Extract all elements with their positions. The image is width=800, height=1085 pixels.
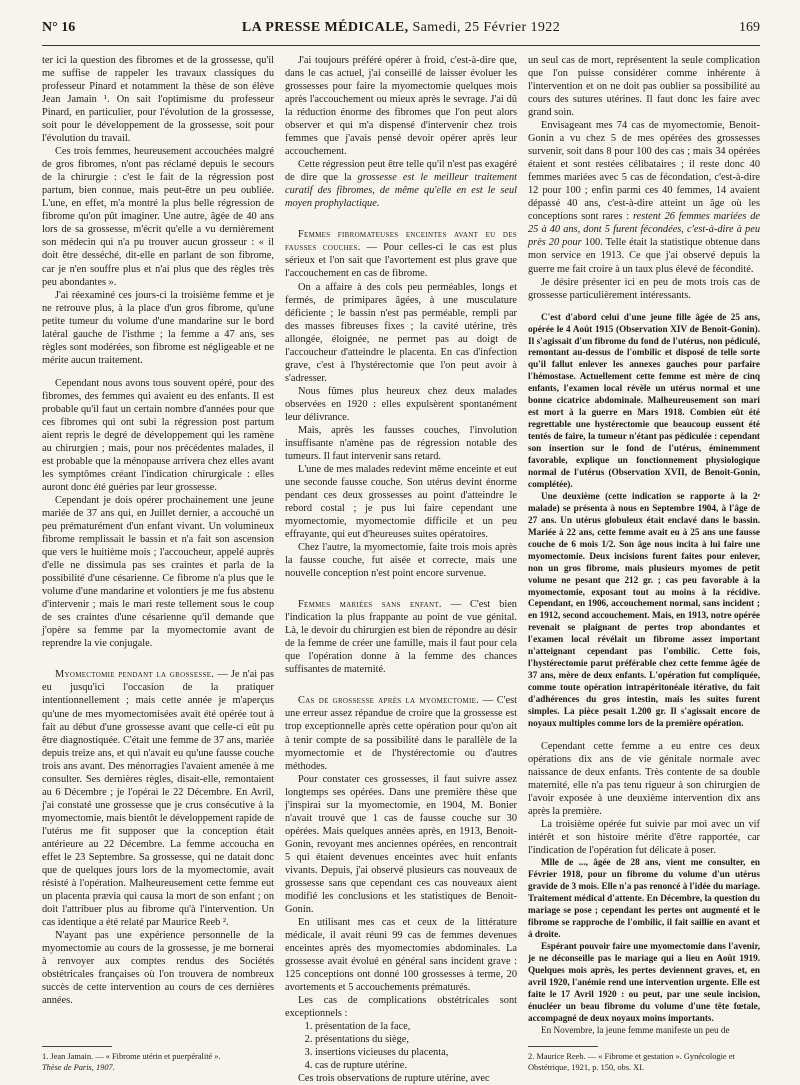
section-text: — C'est une erreur assez répandue de croire que la grossesse est trop exceptionnelle après cette opération pour qu'on ait à tenir compte de sa possibilité dans le parallèle de la myomectomie et de l'hystérectomie ou d'autres méthodes.: [285, 695, 517, 772]
page-header: [42, 20, 760, 44]
paragraph: Cependant nous avons tous souvent opéré, pour des fibromes, des femmes qui avaient eu des enfants. Il est probable qu'il faut un certain nombre d'années pour que ces fibromes qui ont subi la régression post partum aient repris le degré de développement qui les ramène au chirurgien ; mais, pour nos précédentes malades, il est probable que la ménopause arrivera chez elles avant les symptômes créant l'indication chirurgicale : elles auront donc été guéries par leur grossesse.: [42, 377, 274, 493]
section-paragraph: [285, 228, 517, 280]
paragraph: Je désire présenter ici en peu de mots trois cas de grossesse particulièrement intéressants.: [528, 276, 760, 301]
italic-text: grossesse est le meilleur traitement curatif des fibromes, de même qu'elle en est le seul moyen prophylactique.: [285, 172, 517, 210]
text-run: Envisageant mes 74 cas de myomectomie, Benoit-Gonin a vu chez 5 de mes opérées des grossesses survenir, soit dans 8 pour 100 des cas ; mais 34 opérées étaient et sont restées célibataires ; il reste donc 40 femmes mariées avec 5 cas de fécondation, c'est-à-dire 12 pour 100 ; enfin parmi ces 40 femmes, 14 avaient dépassé 40 ans, c'est-à-dire atteint un âge où les conceptions sont rares :: [528, 120, 760, 223]
section-text: — Pour celles-ci le cas est plus sérieux et l'on sait que l'avortement est plus grave que l'accouchement en cas de fibrome.: [285, 242, 517, 280]
paragraph: Pour constater ces grossesses, il faut suivre assez longtemps ses opérées. Dans une première thèse que j'inspirai sur la myomectomie, en 1904, M. Bonier n'avait trouvé que 1 cas de fausse couche sur 30 opérées. Mais quelques années après, en 1913, Benoit-Gonin, revoyant mes anciennes opérées, en rencontrait 5 qui étaient devenues enceintes avec huit enfants vivants. Depuis, j'ai observé plusieurs cas nouveaux de grossesse sans que cependant ces cas nouveaux aient modifié les conclusions et les statistiques de Benoit-Gonin.: [285, 773, 517, 915]
paragraph: [528, 119, 760, 275]
journal-name: LA PRESSE MÉDICALE,: [241, 20, 409, 35]
list-item: 2. présentations du siège,: [315, 1033, 517, 1046]
column-2: [285, 54, 517, 1085]
italic-text: restent 26 femmes mariées de 25 à 40 ans, dont 5 furent fécondées, c'est-à-dire à peu près 20 pour: [528, 211, 760, 249]
paragraph: un seul cas de mort, représentent la seule complication que l'on puisse considérer comme inhérente à l'intervention et on ne doit pas oublier sa possibilité au cours des sutures utérines. Il faut donc les faire avec grand soin.: [528, 55, 760, 119]
footnote-text: 1. Jean Jamain. — « Fibrome utérin et puerpéralité ».: [42, 1052, 221, 1061]
paragraph: En utilisant mes cas et ceux de la littérature médicale, il avait réuni 99 cas de femmes devenues enceintes après des myomectomies abdominales. La grossesse avait évolué en général sans incident grave : 125 conceptions ont donné 100 grossesses à terme, 20 avortements et 5 accouchements prématurés.: [285, 916, 517, 994]
paragraph: Ces trois observations de rupture utérine, avec: [298, 1073, 490, 1085]
footnote-2: [528, 1046, 760, 1073]
paragraph: J'ai réexaminé ces jours-ci la troisième femme et je ne retrouve plus, à la place d'un gros fibrome, qu'une petite tumeur du volume d'une mandarine sur le bord latéral gauche de l'isthme ; la femme a 47 ans, ses règles sont modérées, son fibrome est négligeable et ne mérite aucun traitement.: [42, 289, 274, 366]
issue-number: N° 16: [42, 20, 76, 35]
column-1: [42, 54, 274, 1007]
footnote-rule: [528, 1046, 598, 1047]
section-heading: Femmes mariées sans enfant.: [298, 599, 442, 611]
paragraph: Les cas de complications obstétricales sont exceptionnels :: [285, 995, 517, 1020]
case-paragraph: Espérant pouvoir faire une myomectomie dans l'avenir, je ne déconseille pas le mariage qui a lieu en Août 1919. Quelques mois après, les pertes deviennent graves, et, en avril 1920, l'anémie rend une intervention urgente. Elle est faite le 17 Avril 1920 : ou peut, par une seule incision, énucléer un beau fibrome du volume d'une tête fœtale, accompagné de deux noyaux moins importants.: [528, 940, 760, 1023]
section-heading: Femmes fibromateuses enceintes avant eu des fausses couches.: [285, 229, 517, 254]
section-text: — C'est bien l'indication la plus frappante au point de vue génital. Là, le devoir du chirurgien est bien de répondre au désir de la femme de créer une famille, mais il faut pour cela que l'opération donne à la femme des chances suffisantes de maternité.: [285, 599, 517, 676]
paragraph: Ces trois femmes, heureusement accouchées malgré de gros fibromes, n'ont pas réclamé depuis le secours de la chirurgie : c'est le fait de la régression post partum, bien connue, mais peut-être un peu oubliée. L'une, en effet, m'a montré la plus belle régression de fibrome qu'on pût imaginer. Une autre, âgée de 40 ans lors de sa grossesse, m'écrit qu'elle a vu dernièrement son médecin qui n'a pu trouver aucun grosseur : « il doit être desséché, dit-elle en parlant de son fibrome, car je n'en souffre plus et n'ai plus que des règles très peu abondantes ».: [42, 146, 274, 288]
section-paragraph: [42, 668, 274, 929]
text-run: Cette régression peut être telle qu'il n'est pas exagéré de dire que la: [285, 159, 517, 184]
paragraph: La troisième opérée fut suivie par moi avec un vif intérêt et son histoire mérite d'être rapportée, car l'indication de l'opération fut délicate à poser.: [528, 819, 760, 857]
case-paragraph: En Novembre, la jeune femme manifeste un peu de: [541, 1024, 730, 1035]
issue-date: Samedi, 25 Février 1922: [412, 20, 561, 35]
section-text: — Je n'ai pas eu jusqu'ici l'occasion de la pratiquer intentionnellement ; mais cette année je m'aperçus qu'une de mes myomectomisées avait été opérée tout à fait au début d'une grossesse avant que celle-ci eût pu être diagnostiquée. C'était une femme de 37 ans, mariée depuis treize ans, et qui n'avait eu qu'une fausse couche trois ans avant. Des ménorragies l'avaient amenée à me consulter. Ses dernières règles, disait-elle, remontaient au 6 Décembre ; je l'opérai le 22 Décembre. En Avril, j'ai constaté une grossesse que je crus consécutive à la myomectomie, mais bientôt le développement rapide de l'utérus me fit supposer que la conception était antérieure au 22 Décembre. La femme accoucha en effet le 23 Septembre. Sa grossesse, qui ne datait donc que de quelques jours lors de la myomectomie, avait résisté à l'opération. Malheureusement cette femme eut un placenta prævia qui causa la mort de son enfant ; on doit l'attribuer plus au fibrome qu'à l'intervention. Un cas identique a été relaté par Maurice Reeb ².: [42, 669, 275, 928]
section-heading: Cas de grossesse après la myomectomie.: [298, 695, 480, 707]
footnote-source: Thèse de Paris, 1907.: [42, 1063, 115, 1072]
footnote-text: 2. Maurice Reeb. — « Fibrome et gestation ». Gynécologie et Obstétrique, 1921, p. 150, obs. XI.: [528, 1052, 735, 1072]
paragraph: N'ayant pas une expérience personnelle de la myomectomie au cours de la grossesse, je me bornerai à renvoyer aux comptes rendus des Sociétés obstétricales françaises où l'on trouvera de nombreux succès de cette intervention au cours de ces dernières années.: [42, 930, 274, 1007]
paragraph: Cependant je dois opérer prochainement une jeune mariée de 37 ans qui, en Juillet dernier, a accouché un peu prématurément d'un enfant vivant. Un volumineux fibrome remplissait le bassin et n'a fait son ascension que vers le huitième mois ; l'accoucheur, appelé auprès d'elle ne dissimula pas ses craintes et parla de la possibilité d'une césarienne. Ce fibrome n'a plus que le volume d'une mandarine et volontiers je me fus abstenu d'intervenir ; mais le mari reste tellement sous le coup de ses craintes d'une césarienne qu'il demande que j'opère sa femme par la myomectomie avant de reprendre la vie conjugale.: [42, 495, 274, 650]
column-3: [528, 54, 760, 1037]
complications-list: [285, 1020, 517, 1072]
footnote-1: [42, 1046, 274, 1073]
paragraph: Cependant cette femme a eu entre ces deux opérations dix ans de vie génitale normale avec naissance de deux enfants. Très contente de sa double maternité, elle n'a pas tenu rigueur à son chirurgien de l'avoir exposée à une deuxième intervention dix ans après la première.: [528, 740, 760, 818]
case-paragraph: C'est d'abord celui d'une jeune fille âgée de 25 ans, opérée le 4 Août 1915 (Observation XIV de Benoit-Gonin). Il s'agissait d'un fibrome du fond de l'utérus, non pédiculé, remontant au-dessus de l'ombilic et disposé de telle sorte qu'il fallut enlever les annexes gauches pour parfaire l'hémostase. Actuellement cette femme est mère de cinq enfants, l'examen local révèle un utérus normal et une bonne cicatrice abdominale. Malheureusement son mari est mort à la guerre en Mars 1918. Combien eût été regrettable une hystérectomie que beaucoup eussent été tentés de faire, la tumeur n'étant pas pédiculée : cependant son insertion sur le fond de l'utérus, éminemment favorable, explique un fonctionnement physiologique normal de l'utérus (Observation XVII, de Benoit-Gonin, complétée).: [528, 311, 760, 489]
section-heading: Myomectomie pendant la grossesse.: [55, 669, 215, 681]
footnote-rule: [42, 1046, 112, 1047]
page-number: 169: [739, 20, 760, 35]
paragraph: Chez l'autre, la myomectomie, faite trois mois après la fausse couche, fut aisée et correcte, mais une nouvelle conception n'est point encore survenue.: [285, 542, 517, 580]
paragraph: Mais, après les fausses couches, l'involution insuffisante n'amène pas de régression notable des tumeurs. Il faut intervenir sans retard.: [285, 424, 517, 462]
paragraph: On a affaire à des cols peu perméables, longs et fermés, de primipares âgées, à une musculature déficiente ; le bassin n'est pas perméable, rempli par des masses fibreuses fixes ; la cavité utérine, très allongée, éloignée, ne permet pas au doigt de l'accoucheur d'atteindre le placenta. En cas d'infection grave, c'est à l'hystérectomie que l'on peut avoir à s'adresser.: [285, 281, 517, 384]
paragraph: L'une de mes malades redevint même enceinte et eut une seconde fausse couche. Son utérus devint énorme pendant ces deux grossesses au point d'atteindre le rebord costal ; je pus lui faire cependant une myomectomie, myomectomie difficile et un peu effrayante, qui eut d'heureuses suites opératoires.: [285, 463, 517, 541]
header-rule: [42, 45, 760, 46]
section-paragraph: [285, 598, 517, 676]
case-paragraph: Mlle de ..., âgée de 28 ans, vient me consulter, en Février 1918, pour un fibrome du volume d'un utérus gravide de 3 mois. Elle n'a pas renoncé à l'idée du mariage. Traitement médical d'attente. En Décembre, la question du mariage se pose ; cependant les pertes ont augmenté et le fibrome se rapproche de l'ombilic, il fait saillie en avant et à droite.: [528, 857, 760, 939]
paragraph: ter ici la question des fibromes et de la grossesse, qu'il me suffise de rappeler les travaux classiques du professeur Pinard et notamment la thèse de son élève Jean Jamain ¹. On sait l'optimisme du professeur Pinard, en particulier, pour l'évolution de la grossesse, soit pour le développement de la grossesse, soit pour l'évolution du travail.: [42, 55, 274, 145]
case-paragraph: Une deuxième (cette indication se rapporte à la 2ᵉ malade) se présenta à nous en Septembre 1904, à l'âge de 27 ans. Un utérus globuleux était enclavé dans le bassin. Mariée à 22 ans, cette femme avait eu à 25 ans une fausse couche de 6 mois 1/2. Son âge nous incita à lui faire une myomectomie. Deux incisions furent faites pour enlever, non un gros fibrome, mais plusieurs myomes de petit volume ne pesant que 212 gr. ; cas peu favorable à la myomectomie, exposant tout au moins à la récidive. Cependant, en 1906, accouchement normal, sans incident ; en 1912, second accouchement. Mais, en 1913, notre opérée revenait se plaignant de pertes trop abondantes et l'examen local révélait un fibrome assez important n'atteignant cependant pas l'ombilic. Cette fois, l'hystérectomie parut préférable chez cette femme âgée de 37 ans, mère de deux enfants. L'opération fut compliquée, comme toute opération intrapéritonéale itérative, du fait d'adhérences du gros intestin, mais les suites furent simples. La pièce pesait 1.200 gr. Il s'agissait encore de noyaux multiples comme lors de la première opération.: [528, 490, 760, 728]
section-paragraph: [285, 694, 517, 772]
paragraph: Nous fûmes plus heureux chez deux malades observées en 1920 : elles expulsèrent spontanément leur délivrance.: [285, 385, 517, 423]
text-run: 100. Telle était la statistique obtenue dans mon service en 1913. Ce que j'ai observé depuis la guerre me fait croire à un taux plus élevé de fécondité.: [528, 237, 760, 275]
list-item: 4. cas de rupture utérine.: [315, 1059, 517, 1072]
journal-title: [112, 20, 690, 36]
list-item: 3. insertions vicieuses du placenta,: [315, 1046, 517, 1059]
list-item: 1. présentation de la face,: [315, 1020, 517, 1033]
paragraph: J'ai toujours préféré opérer à froid, c'est-à-dire que, dans le cas actuel, j'ai conseillé de laisser évoluer les grossesses pour faire la myomectomie quelques mois après l'accouchement ou mieux après le sevrage. J'ai dû la réduction énorme des fibromes que l'on peut alors observer et qui m'a dispensé d'intervenir chez trois femmes que j'avais pensé devoir opérer après leur accouchement.: [285, 55, 517, 158]
paragraph: [285, 158, 517, 210]
